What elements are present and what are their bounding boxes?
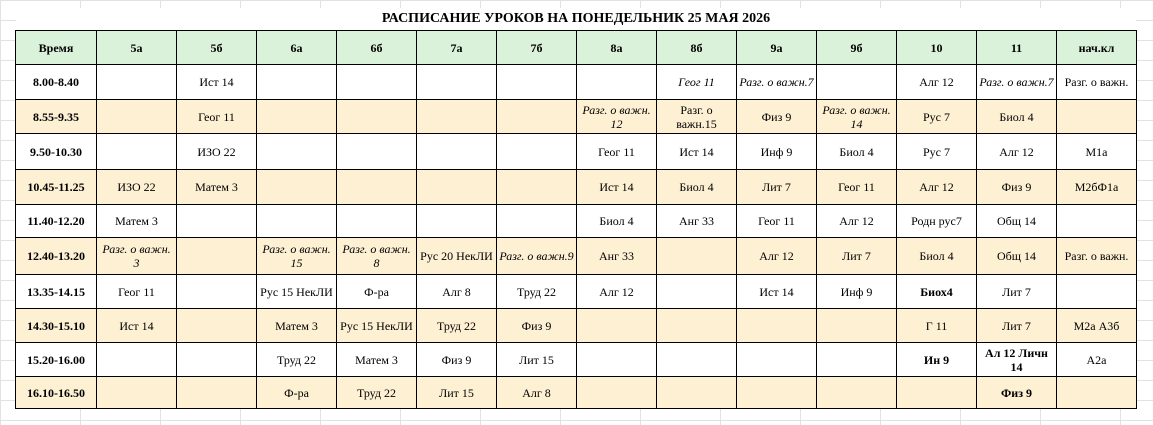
lesson-cell: Ф-ра [337, 275, 417, 309]
lesson-cell: Физ 9 [737, 100, 817, 134]
lesson-cell: Биол 4 [977, 100, 1057, 134]
lesson-cell [1057, 100, 1137, 134]
lesson-cell: Алг 8 [417, 275, 497, 309]
lesson-cell: Инф 9 [737, 134, 817, 170]
lesson-cell [97, 377, 177, 409]
table-row [16, 65, 1137, 100]
lesson-cell: ИЗО 22 [177, 134, 257, 170]
lesson-cell [417, 65, 497, 100]
time-cell: 15.20-16.00 [16, 343, 97, 377]
table-row [16, 134, 1137, 170]
lesson-cell [97, 343, 177, 377]
lesson-cell [577, 377, 657, 409]
header-class: 7а [417, 31, 497, 65]
time-cell: 9.50-10.30 [16, 134, 97, 170]
lesson-cell: Алг 8 [497, 377, 577, 409]
lesson-cell: Лит 15 [497, 343, 577, 377]
time-cell: 11.40-12.20 [16, 205, 97, 238]
lesson-cell [657, 377, 737, 409]
lesson-cell [817, 65, 897, 100]
lesson-cell [337, 65, 417, 100]
lesson-cell: Алг 12 [897, 65, 977, 100]
header-class: 9б [817, 31, 897, 65]
header-class: 8а [577, 31, 657, 65]
lesson-cell [257, 100, 337, 134]
lesson-cell: Лит 7 [737, 170, 817, 205]
lesson-cell [817, 309, 897, 343]
lesson-cell [1057, 377, 1137, 409]
lesson-cell: Разг. о важн.7 [737, 65, 817, 100]
lesson-cell: Матем 3 [177, 170, 257, 205]
header-class: 6б [337, 31, 417, 65]
lesson-cell: Рус 7 [897, 100, 977, 134]
lesson-cell [497, 205, 577, 238]
lesson-cell: М2а А3б [1057, 309, 1137, 343]
header-row [16, 31, 1137, 65]
lesson-cell: Анг 33 [657, 205, 737, 238]
lesson-cell [497, 134, 577, 170]
lesson-cell: Геог 11 [177, 100, 257, 134]
lesson-cell: Матем 3 [337, 343, 417, 377]
lesson-cell: Физ 9 [977, 377, 1057, 409]
lesson-cell: Физ 9 [977, 170, 1057, 205]
lesson-cell [577, 343, 657, 377]
lesson-cell [177, 275, 257, 309]
lesson-cell [657, 309, 737, 343]
lesson-cell: Рус 15 НекЛИ [257, 275, 337, 309]
lesson-cell [1057, 275, 1137, 309]
lesson-cell: Матем 3 [97, 205, 177, 238]
lesson-cell: Ист 14 [177, 65, 257, 100]
lesson-cell [1057, 205, 1137, 238]
lesson-cell [497, 65, 577, 100]
time-cell: 8.00-8.40 [16, 65, 97, 100]
lesson-cell [817, 343, 897, 377]
lesson-cell: М2бФ1а [1057, 170, 1137, 205]
lesson-cell [817, 377, 897, 409]
lesson-cell: Общ 14 [977, 205, 1057, 238]
lesson-cell [737, 343, 817, 377]
lesson-cell [497, 170, 577, 205]
lesson-cell: Ал 12 Личн 14 [977, 343, 1057, 377]
lesson-cell: Труд 22 [417, 309, 497, 343]
table-row [16, 309, 1137, 343]
time-cell: 16.10-16.50 [16, 377, 97, 409]
lesson-cell [417, 170, 497, 205]
lesson-cell: Лит 7 [977, 309, 1057, 343]
lesson-cell: Лит 7 [977, 275, 1057, 309]
lesson-cell: Геог 11 [817, 170, 897, 205]
lesson-cell [657, 238, 737, 275]
lesson-cell: А2а [1057, 343, 1137, 377]
lesson-cell: Разг. о важн. 8 [337, 238, 417, 275]
header-class: нач.кл [1057, 31, 1137, 65]
lesson-cell: Разг. о важн. 14 [817, 100, 897, 134]
lesson-cell: Разг. о важн. [1057, 65, 1137, 100]
lesson-cell [337, 100, 417, 134]
lesson-cell: Лит 7 [817, 238, 897, 275]
time-cell: 8.55-9.35 [16, 100, 97, 134]
lesson-cell: Разг. о важн.9 [497, 238, 577, 275]
lesson-cell [737, 309, 817, 343]
header-class: 10 [897, 31, 977, 65]
table-row [16, 100, 1137, 134]
lesson-cell: Рус 7 [897, 134, 977, 170]
lesson-cell [177, 343, 257, 377]
lesson-cell: Г 11 [897, 309, 977, 343]
lesson-cell: Труд 22 [497, 275, 577, 309]
lesson-cell: Геог 11 [577, 134, 657, 170]
lesson-cell: Труд 22 [257, 343, 337, 377]
lesson-cell [97, 134, 177, 170]
lesson-cell: Ин 9 [897, 343, 977, 377]
lesson-cell [97, 100, 177, 134]
lesson-cell: Алг 12 [577, 275, 657, 309]
lesson-cell: Алг 12 [817, 205, 897, 238]
lesson-cell: Рус 15 НекЛИ [337, 309, 417, 343]
header-class: 6а [257, 31, 337, 65]
lesson-cell: Биол 4 [577, 205, 657, 238]
lesson-cell: Разг. о важн. [1057, 238, 1137, 275]
lesson-cell [257, 205, 337, 238]
lesson-cell: Биол 4 [817, 134, 897, 170]
lesson-cell: Геог 11 [737, 205, 817, 238]
table-row [16, 377, 1137, 409]
lesson-cell: Инф 9 [817, 275, 897, 309]
lesson-cell [257, 170, 337, 205]
lesson-cell: Лит 15 [417, 377, 497, 409]
lesson-cell: Анг 33 [577, 238, 657, 275]
lesson-cell: Физ 9 [417, 343, 497, 377]
lesson-cell [97, 65, 177, 100]
header-class: 11 [977, 31, 1057, 65]
lesson-cell [337, 205, 417, 238]
lesson-cell: Разг. о важн. 15 [257, 238, 337, 275]
lesson-cell [417, 134, 497, 170]
lesson-cell [577, 65, 657, 100]
time-cell: 12.40-13.20 [16, 238, 97, 275]
lesson-cell: Разг. о важн. 12 [577, 100, 657, 134]
table-row [16, 275, 1137, 309]
lesson-cell [497, 100, 577, 134]
schedule-table [15, 30, 1137, 409]
lesson-cell: Матем 3 [257, 309, 337, 343]
lesson-cell: Разг. о важн.7 [977, 65, 1057, 100]
lesson-cell: Геог 11 [97, 275, 177, 309]
lesson-cell [577, 309, 657, 343]
page-title: РАСПИСАНИЕ УРОКОВ НА ПОНЕДЕЛЬНИК 25 МАЯ 2026 [16, 8, 1136, 30]
lesson-cell [257, 134, 337, 170]
lesson-cell: Алг 12 [737, 238, 817, 275]
header-class: 7б [497, 31, 577, 65]
table-row [16, 238, 1137, 275]
lesson-cell: Разг. о важн.15 [657, 100, 737, 134]
header-class: 5б [177, 31, 257, 65]
lesson-cell [737, 377, 817, 409]
lesson-cell [657, 275, 737, 309]
lesson-cell: Труд 22 [337, 377, 417, 409]
lesson-cell: Ист 14 [97, 309, 177, 343]
lesson-cell: Ф-ра [257, 377, 337, 409]
header-class: 9а [737, 31, 817, 65]
lesson-cell: Родн рус7 [897, 205, 977, 238]
lesson-cell [657, 343, 737, 377]
time-cell: 10.45-11.25 [16, 170, 97, 205]
lesson-cell: Биох4 [897, 275, 977, 309]
lesson-cell [177, 309, 257, 343]
lesson-cell: Рус 20 НекЛИ [417, 238, 497, 275]
lesson-cell [897, 377, 977, 409]
lesson-cell: Ист 14 [737, 275, 817, 309]
lesson-cell: Геог 11 [657, 65, 737, 100]
lesson-cell: Физ 9 [497, 309, 577, 343]
lesson-cell: М1а [1057, 134, 1137, 170]
lesson-cell: Алг 12 [897, 170, 977, 205]
lesson-cell [417, 100, 497, 134]
table-row [16, 205, 1137, 238]
time-cell: 14.30-15.10 [16, 309, 97, 343]
table-row [16, 343, 1137, 377]
lesson-cell: Биол 4 [897, 238, 977, 275]
lesson-cell: Ист 14 [657, 134, 737, 170]
lesson-cell [417, 205, 497, 238]
lesson-cell [337, 134, 417, 170]
table-row [16, 170, 1137, 205]
lesson-cell: Разг. о важн. 3 [97, 238, 177, 275]
header-class: 5а [97, 31, 177, 65]
header-class: 8б [657, 31, 737, 65]
header-time: Время [16, 31, 97, 65]
lesson-cell: Общ 14 [977, 238, 1057, 275]
lesson-cell: Алг 12 [977, 134, 1057, 170]
lesson-cell [257, 65, 337, 100]
lesson-cell: Ист 14 [577, 170, 657, 205]
lesson-cell: Биол 4 [657, 170, 737, 205]
lesson-cell: ИЗО 22 [97, 170, 177, 205]
lesson-cell [177, 377, 257, 409]
lesson-cell [337, 170, 417, 205]
lesson-cell [177, 238, 257, 275]
time-cell: 13.35-14.15 [16, 275, 97, 309]
lesson-cell [177, 205, 257, 238]
